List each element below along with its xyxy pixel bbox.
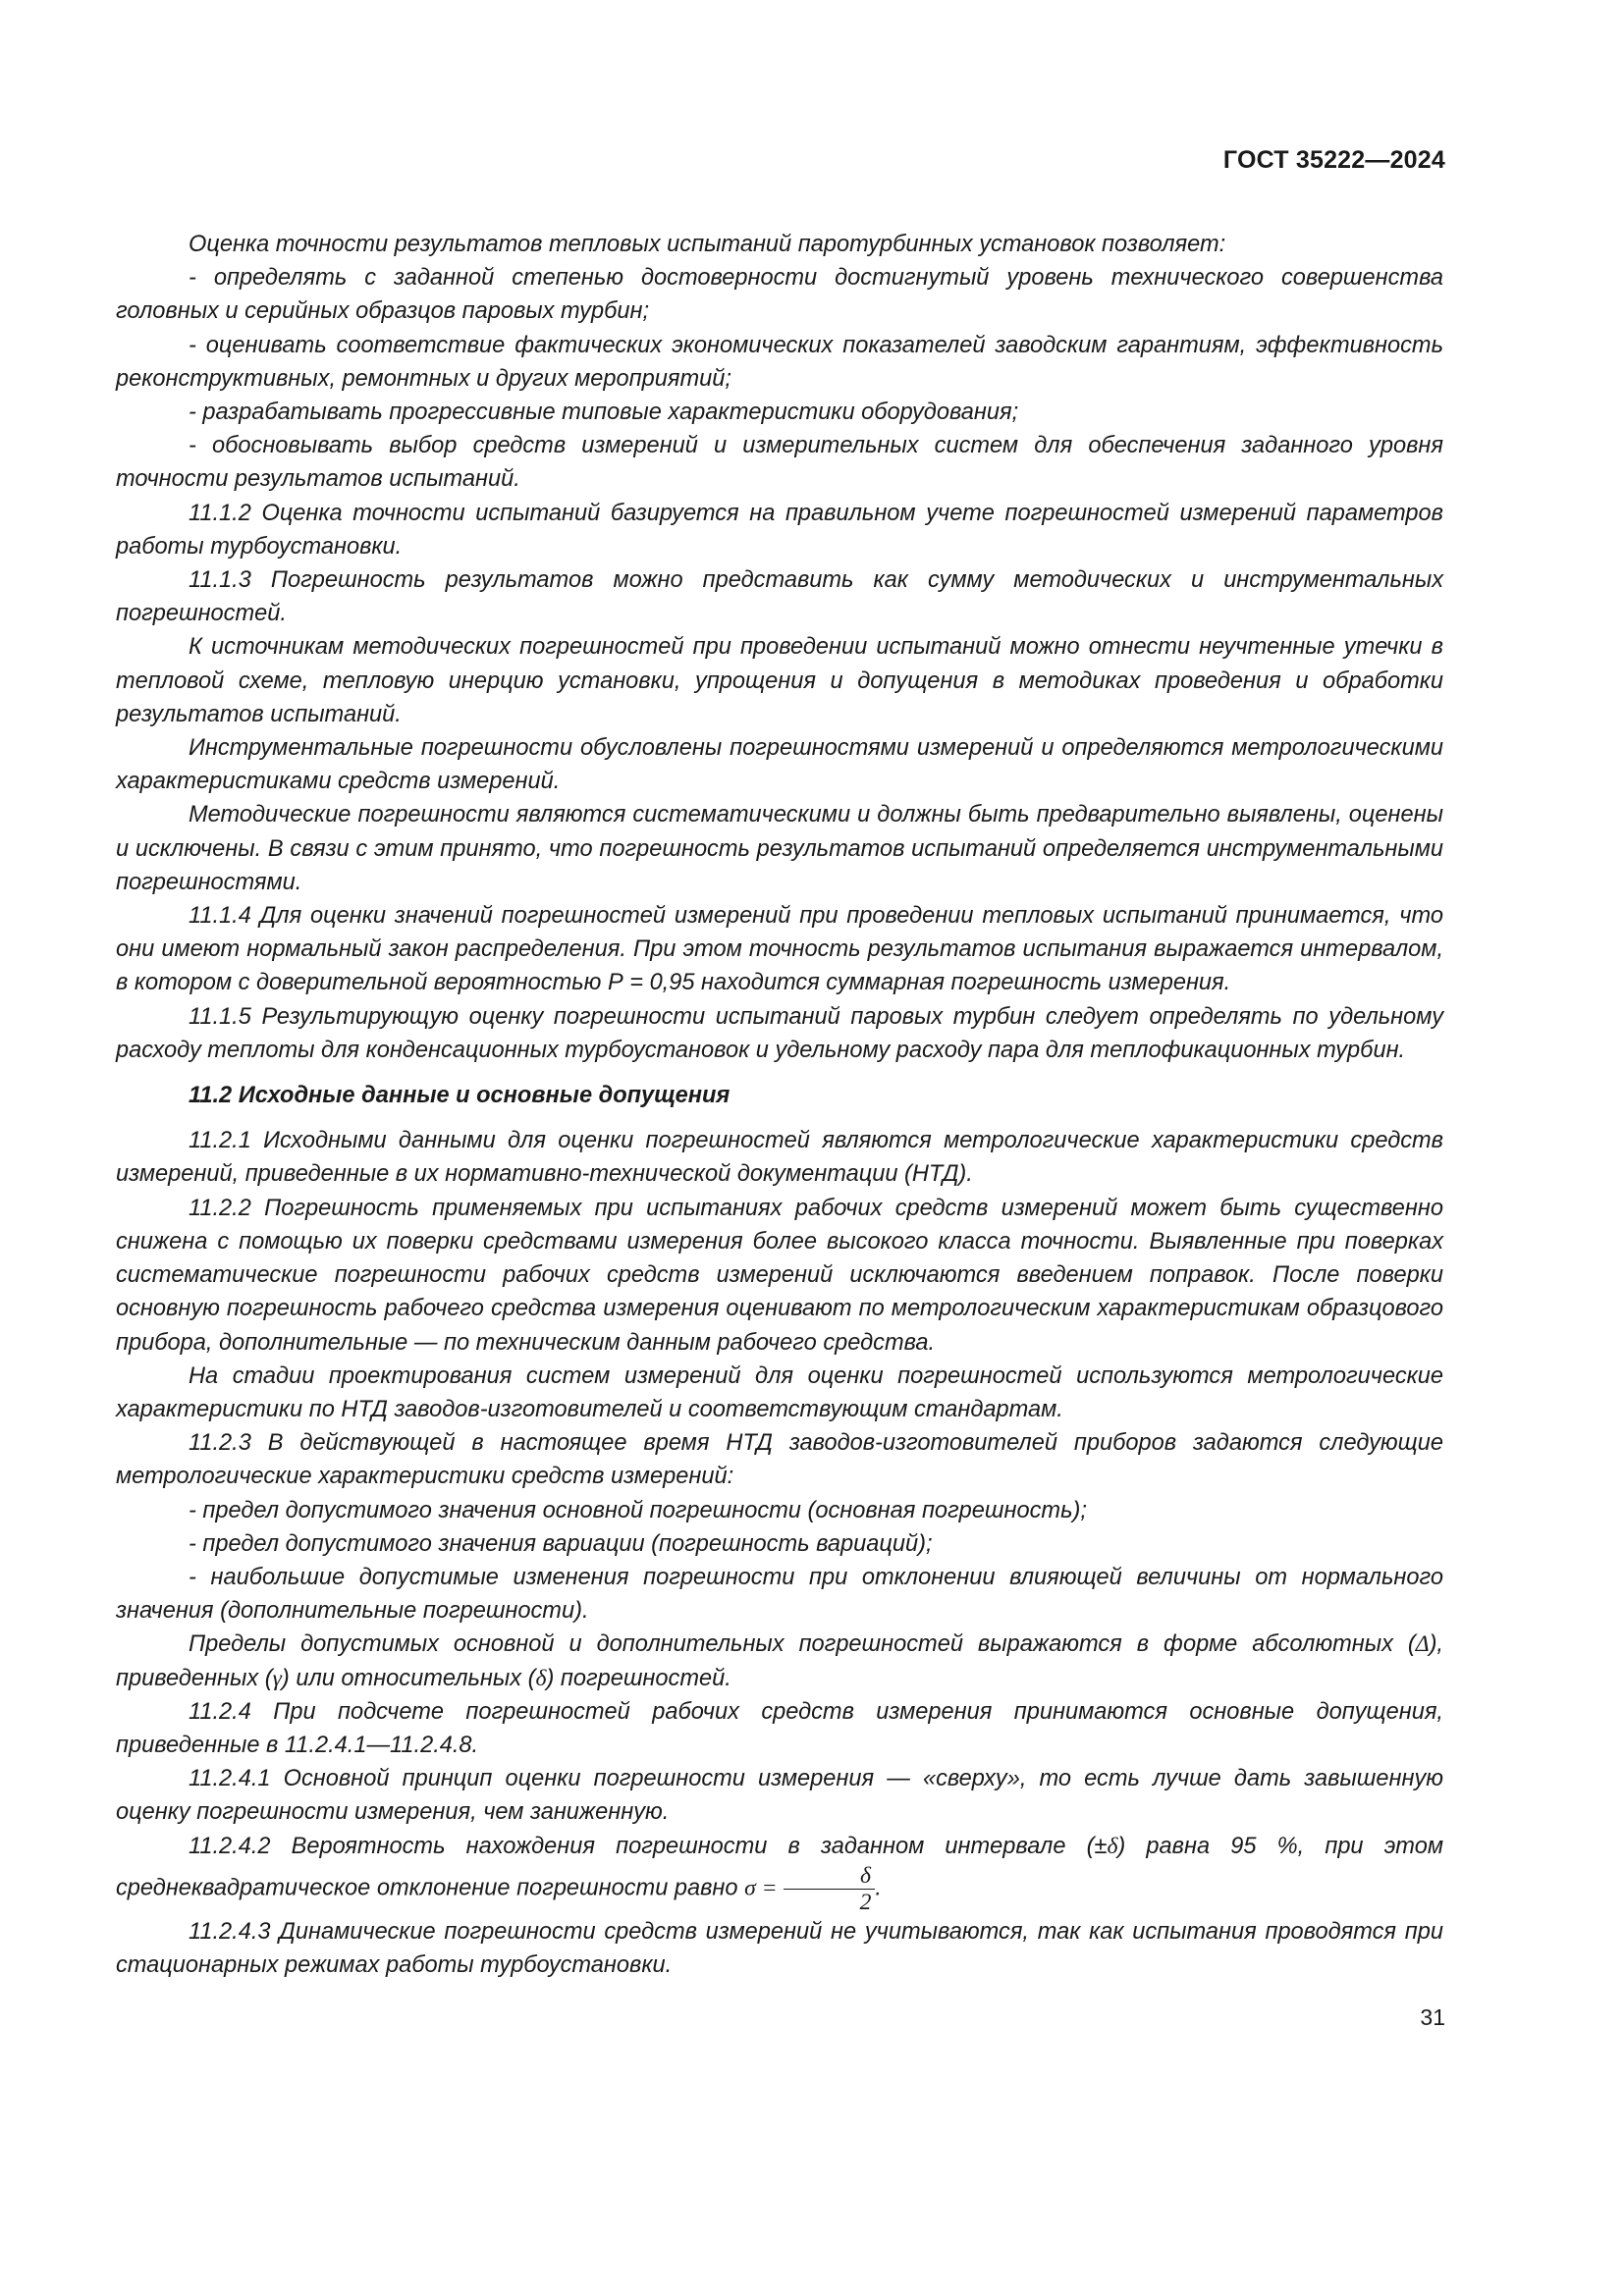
list-item: - определять с заданной степенью достоверности достигнутый уровень технического совершенства головных и серийных образцов паровых турбин;: [116, 265, 1443, 325]
page-number: 31: [1420, 2004, 1445, 2030]
symbol-delta: δ: [1107, 1833, 1118, 1859]
list-item: - обосновывать выбор средств измерений и измерительных систем для обеспечения заданного уровня точности результатов испытаний.: [116, 433, 1443, 493]
paragraph: 11.2.2 Погрешность применяемых при испытаниях рабочих средств измерений может быть существенно снижена с помощью их поверки средствами измерения более высокого класса точности. Выявленные при поверках систематические погрешности рабочих средств измерений исключаются введением поправок. После поверки основную погрешность рабочего средства измерения оценивают по метрологическим характеристикам образцового прибора, дополнительные — по техническим данным рабочего средства.: [116, 1195, 1443, 1356]
list-item: - предел допустимого значения вариации (погрешность вариаций);: [189, 1530, 933, 1557]
fraction: [784, 1863, 876, 1915]
paragraph: 11.1.5 Результирующую оценку погрешности испытаний паровых турбин следует определять по удельному расходу теплоты для конденсационных турбоустановок и удельному расходу пара для теплофикационных турбин.: [116, 1003, 1443, 1063]
paragraph-error-forms: [116, 1628, 1443, 1694]
paragraph: Оценка точности результатов тепловых испытаний паротурбинных установок позволяет:: [189, 232, 1226, 257]
paragraph: Методические погрешности являются систематическими и должны быть предварительно выявлены, оценены и исключены. В связи с этим принято, что погрешность результатов испытаний определяется инструментальными погрешностями.: [116, 802, 1443, 895]
paragraph: 11.2.4.3 Динамические погрешности средств измерений не учитываются, так как испытания проводятся при стационарных режимах работы турбоустановки.: [116, 1918, 1443, 1978]
text-run: ), приведенных (: [116, 1631, 1443, 1691]
list-item: - оценивать соответствие фактических экономических показателей заводским гарантиям, эффективность реконструктивных, ремонтных и других мероприятий;: [116, 332, 1443, 392]
text-run: .: [875, 1875, 882, 1901]
fraction-denominator: 2: [859, 1889, 872, 1915]
text-run: 11.2.4.2 Вероятность нахождения погрешности в заданном интервале (±: [189, 1833, 1108, 1859]
list-item: - предел допустимого значения основной погрешности (основная погрешность);: [189, 1497, 1087, 1523]
paragraph: 11.1.4 Для оценки значений погрешностей измерений при проведении тепловых испытаний принимается, что они имеют нормальный закон распределения. При этом точность результатов испытания выражается интервалом, в котором с доверительной вероятностью Р = 0,95 находится суммарная погрешность измерения.: [116, 903, 1443, 996]
list-item: - разрабатывать прогрессивные типовые характеристики оборудования;: [189, 400, 1019, 426]
document-body: [116, 228, 1443, 1982]
text-run: ) или относительных (: [281, 1665, 536, 1691]
fraction-numerator: δ: [784, 1863, 876, 1890]
paragraph: 11.2.3 В действующей в настоящее время НТД заводов-изготовителей приборов задаются следующие метрологические характеристики средств измерений:: [116, 1430, 1443, 1490]
paragraph: 11.1.2 Оценка точности испытаний базируется на правильном учете погрешностей измерений параметров работы турбоустановки.: [116, 500, 1443, 560]
paragraph-probability: [116, 1830, 1443, 1915]
paragraph: 11.2.4 При подсчете погрешностей рабочих средств измерения принимаются основные допущения, приведенные в 11.2.4.1—11.2.4.8.: [116, 1698, 1443, 1758]
text-run: ) погрешностей.: [546, 1665, 731, 1691]
list-item: - наибольшие допустимые изменения погрешности при отклонении влияющей величины от нормального значения (дополнительные погрешности).: [116, 1564, 1443, 1625]
paragraph: 11.1.3 Погрешность результатов можно представить как сумму методических и инструментальных погрешностей.: [116, 567, 1443, 627]
paragraph: 11.2.4.1 Основной принцип оценки погрешности измерения — «сверху», то есть лучше дать завышенную оценку погрешности измерения, чем заниженную.: [116, 1766, 1443, 1826]
symbol-gamma: γ: [272, 1665, 282, 1691]
symbol-delta-upper: Δ: [1415, 1631, 1430, 1658]
text-run: Пределы допустимых основной и дополнительных погрешностей выражаются в форме абсолютных (: [189, 1631, 1416, 1658]
paragraph: К источникам методических погрешностей при проведении испытаний можно отнести неучтенные утечки в тепловой схеме, тепловую инерцию установки, упрощения и допущения в методиках проведения и обработки результатов испытаний.: [116, 634, 1443, 727]
paragraph: Инструментальные погрешности обусловлены погрешностями измерений и определяются метрологическими характеристиками средств измерений.: [116, 735, 1443, 795]
paragraph: На стадии проектирования систем измерений для оценки погрешностей используются метрологические характеристики по НТД заводов-изготовителей и соответствующим стандартам.: [116, 1362, 1443, 1422]
text-run: ) равна 95 %, при этом среднеквадратическое отклонение погрешности равно: [116, 1833, 1443, 1901]
formula-sigma: σ =: [744, 1875, 778, 1901]
document-code: ГОСТ 35222—2024: [1222, 146, 1445, 174]
symbol-delta: δ: [535, 1665, 547, 1691]
section-title: 11.2 Исходные данные и основные допущения: [189, 1083, 731, 1109]
paragraph: 11.2.1 Исходными данными для оценки погрешностей являются метрологические характеристики средств измерений, приведенные в их нормативно-технической документации (НТД).: [116, 1128, 1443, 1188]
